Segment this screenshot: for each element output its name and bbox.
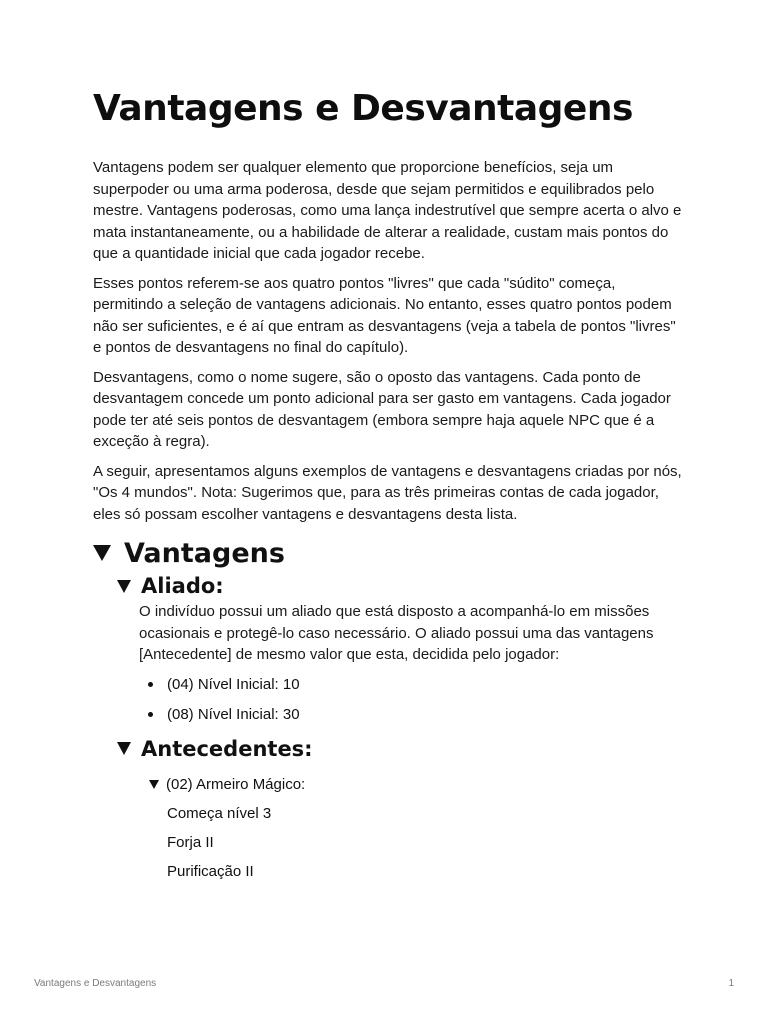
vantagens-heading: Vantagens [124, 537, 285, 569]
intro-paragraph-3: Desvantagens, como o nome sugere, são o oposto das vantagens. Cada ponto de desvantagem concede um ponto adicional para ser gasto em vantagens. Cada jogador pode ter até seis pontos de desvantagem (embora sempre haja aquele NPC que é a exceção à regra). [93, 368, 671, 450]
triangle-down-icon [149, 780, 159, 789]
page-number: 1 [728, 978, 734, 989]
aliado-description: O indivíduo possui um aliado que está disposto a acompanhá-lo em missões ocasionais e protegê-lo caso necessário. O aliado possui uma das vantagens [Antecedente] de mesmo valor que esta, decidida pelo jogador: [139, 603, 654, 663]
antecedentes-heading: Antecedentes: [141, 736, 313, 761]
list-item [139, 704, 683, 725]
page-title: Vantagens e Desvantagens [93, 88, 633, 129]
toggle-aliado[interactable] [117, 571, 683, 601]
list-item [139, 674, 683, 695]
aliado-list [139, 674, 683, 725]
intro-paragraph-4: A seguir, apresentamos alguns exemplos de vantagens e desvantagens criadas por nós, "Os 4 mundos". Nota: Sugerimos que, para as três primeiras contas de cada jogador, eles só possam escolher vantagens e desvantagens desta lista. [93, 462, 682, 523]
detail-line: Purificação II [167, 862, 254, 880]
triangle-down-icon [93, 545, 111, 561]
bullet-icon [148, 682, 153, 687]
toggle-antecedentes[interactable] [117, 734, 683, 764]
aliado-heading: Aliado: [141, 574, 224, 598]
aliado-section [139, 601, 683, 725]
triangle-down-icon [117, 580, 131, 593]
document-page [93, 86, 683, 890]
detail-line: Forja II [167, 833, 214, 851]
list-item-text: (08) Nível Inicial: 30 [167, 705, 300, 723]
footer-title: Vantagens e Desvantagens [34, 978, 157, 989]
triangle-down-icon [117, 742, 131, 755]
armeiro-heading: (02) Armeiro Mágico: [166, 776, 306, 793]
toggle-vantagens[interactable] [93, 535, 683, 571]
bullet-icon [148, 712, 153, 717]
toggle-armeiro-magico[interactable] [149, 774, 683, 796]
detail-line: Começa nível 3 [167, 804, 272, 822]
list-item-text: (04) Nível Inicial: 10 [167, 675, 300, 693]
armeiro-details [167, 803, 683, 882]
intro-paragraph-1: Vantagens podem ser qualquer elemento que proporcione benefícios, seja um superpoder ou uma arma poderosa, desde que sejam permitidos e equilibrados pelo mestre. Vantagens poderosas, como uma lança indestrutível que sempre acerta o alvo e mata instantaneamente, ou a habilidade de alterar a realidade, custam mais pontos do que a quantidade inicial que cada jogador recebe. [93, 159, 682, 262]
intro-paragraph-2: Esses pontos referem-se aos quatro pontos "livres" que cada "súdito" começa, permitindo a seleção de vantagens adicionais. No entanto, esses quatro pontos podem não ser suficientes, e é aí que entram as desvantagens (veja a tabela de pontos "livres" e pontos de desvantagens no final do capítulo). [93, 274, 676, 356]
